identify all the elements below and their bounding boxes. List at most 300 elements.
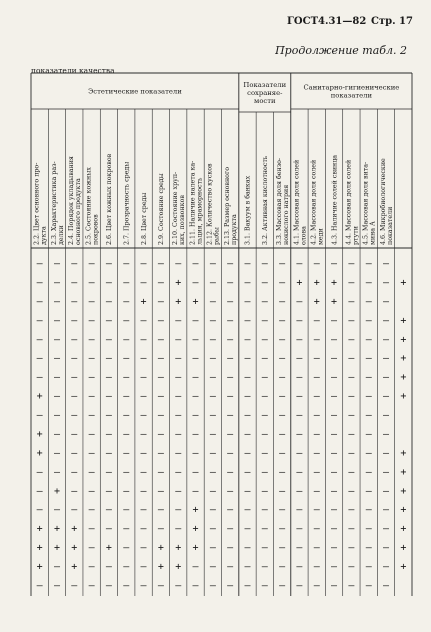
dash-mark: — <box>331 391 338 403</box>
dash-mark: — <box>227 447 234 459</box>
plus-mark: + <box>313 296 320 308</box>
column-header: 4.3. Наличие солей свинца <box>331 154 339 245</box>
dash-mark: — <box>192 466 199 478</box>
dash-mark: — <box>209 410 216 422</box>
dash-mark: — <box>36 410 43 422</box>
column-header: 2.8. Цвет среды <box>140 192 148 245</box>
dash-mark: — <box>140 447 147 459</box>
dash-mark: — <box>331 353 338 365</box>
column-header: 2.4. Порядок укладыванияосновного продукта <box>68 156 83 245</box>
dash-mark: — <box>209 485 216 497</box>
dash-mark: — <box>331 580 338 592</box>
dash-mark: — <box>296 580 303 592</box>
dash-mark: — <box>105 277 112 289</box>
dash-mark: — <box>348 334 355 346</box>
plus-mark: + <box>71 542 78 554</box>
plus-mark: + <box>400 315 407 327</box>
plus-mark: + <box>192 296 199 308</box>
dash-mark: — <box>71 428 78 440</box>
dash-mark: — <box>36 277 43 289</box>
dash-mark: — <box>348 315 355 327</box>
dash-mark: — <box>209 258 216 270</box>
dash-mark: — <box>53 334 60 346</box>
plus-mark: + <box>400 353 407 365</box>
dash-mark: — <box>192 372 199 384</box>
dash-mark: — <box>331 561 338 573</box>
standard-number: 4.31—82 <box>318 16 367 27</box>
plus-mark: + <box>192 523 199 535</box>
dash-mark: — <box>192 315 199 327</box>
dash-mark: — <box>175 372 182 384</box>
dash-mark: — <box>313 561 320 573</box>
dash-mark: — <box>365 372 372 384</box>
dash-mark: — <box>227 428 234 440</box>
dash-mark: — <box>313 315 320 327</box>
dash-mark: — <box>296 428 303 440</box>
dash-mark: — <box>192 334 199 346</box>
dash-mark: — <box>123 447 130 459</box>
dash-mark: — <box>296 296 303 308</box>
column-header: 2.12. Количество кусковрыбы <box>206 163 221 245</box>
dash-mark: — <box>140 353 147 365</box>
dash-mark: — <box>365 391 372 403</box>
dash-mark: — <box>53 580 60 592</box>
dash-mark: — <box>261 277 268 289</box>
dash-mark: — <box>140 504 147 516</box>
dash-mark: — <box>209 504 216 516</box>
dash-mark: — <box>313 447 320 459</box>
dash-mark: — <box>383 504 390 516</box>
dash-mark: — <box>244 447 251 459</box>
plus-mark: + <box>400 561 407 573</box>
dash-mark: — <box>365 466 372 478</box>
dash-mark: — <box>313 542 320 554</box>
dash-mark: — <box>88 315 95 327</box>
plus-mark: + <box>313 277 320 289</box>
dash-mark: — <box>88 391 95 403</box>
dash-mark: — <box>36 296 43 308</box>
dash-mark: — <box>296 504 303 516</box>
dash-mark: — <box>53 277 60 289</box>
column-header: 2.13. Размер основногопродукта <box>224 166 239 245</box>
dash-mark: — <box>365 334 372 346</box>
dash-mark: — <box>140 428 147 440</box>
dash-mark: — <box>71 391 78 403</box>
dash-mark: — <box>53 315 60 327</box>
dash-mark: — <box>313 580 320 592</box>
dash-mark: — <box>227 353 234 365</box>
dash-mark: — <box>123 410 130 422</box>
plus-mark: + <box>192 504 199 516</box>
plus-mark: + <box>36 523 43 535</box>
dash-mark: — <box>36 504 43 516</box>
dash-mark: — <box>123 466 130 478</box>
dash-mark: — <box>313 410 320 422</box>
dash-mark: — <box>244 504 251 516</box>
dash-mark: — <box>209 315 216 327</box>
dash-mark: — <box>175 428 182 440</box>
dash-mark: — <box>383 334 390 346</box>
dash-mark: — <box>383 523 390 535</box>
dash-mark: — <box>88 542 95 554</box>
dash-mark: — <box>123 334 130 346</box>
column-header: 4.1. Массовая доля солейолова <box>293 159 308 245</box>
dash-mark: — <box>383 542 390 554</box>
dash-mark: — <box>365 296 372 308</box>
dash-mark: — <box>192 353 199 365</box>
dash-mark: — <box>261 296 268 308</box>
dash-mark: — <box>71 334 78 346</box>
dash-mark: — <box>296 542 303 554</box>
dash-mark: — <box>279 428 286 440</box>
dash-mark: — <box>279 353 286 365</box>
dash-mark: — <box>192 410 199 422</box>
dash-mark: — <box>383 277 390 289</box>
dash-mark: — <box>331 315 338 327</box>
dash-mark: — <box>365 485 372 497</box>
dash-mark: — <box>88 410 95 422</box>
dash-mark: — <box>209 523 216 535</box>
dash-mark: — <box>383 258 390 270</box>
dash-mark: — <box>261 561 268 573</box>
dash-mark: — <box>105 466 112 478</box>
dash-mark: — <box>383 561 390 573</box>
plus-mark: + <box>36 542 43 554</box>
dash-mark: — <box>331 372 338 384</box>
dash-mark: — <box>296 334 303 346</box>
dash-mark: — <box>279 580 286 592</box>
dash-mark: — <box>383 296 390 308</box>
dash-mark: — <box>105 372 112 384</box>
dash-mark: — <box>123 277 130 289</box>
dash-mark: — <box>157 334 164 346</box>
plus-mark: + <box>105 542 112 554</box>
dash-mark: — <box>140 485 147 497</box>
dash-mark: — <box>244 277 251 289</box>
dash-mark: — <box>157 372 164 384</box>
dash-mark: — <box>157 580 164 592</box>
group-title: Санитарно-гигиенические показатели <box>303 83 400 100</box>
dash-mark: — <box>296 315 303 327</box>
dash-mark: — <box>261 428 268 440</box>
dash-mark: — <box>261 542 268 554</box>
dash-mark: — <box>244 372 251 384</box>
dash-mark: — <box>348 485 355 497</box>
dash-mark: — <box>105 504 112 516</box>
dash-mark: — <box>279 485 286 497</box>
dash-mark: — <box>157 258 164 270</box>
dash-mark: — <box>261 523 268 535</box>
dash-mark: — <box>157 504 164 516</box>
plus-mark: + <box>36 561 43 573</box>
plus-mark: + <box>71 523 78 535</box>
dash-mark: — <box>348 410 355 422</box>
dash-mark: — <box>105 353 112 365</box>
dash-mark: — <box>36 315 43 327</box>
dash-mark: — <box>157 523 164 535</box>
plus-mark: + <box>175 296 182 308</box>
dash-mark: — <box>175 447 182 459</box>
column-header: 2.6. Цвет кожных покровов <box>106 153 114 245</box>
dash-mark: — <box>279 523 286 535</box>
dash-mark: — <box>227 334 234 346</box>
plus-mark: + <box>400 466 407 478</box>
dash-mark: — <box>348 391 355 403</box>
dash-mark: — <box>227 466 234 478</box>
dash-mark: — <box>313 391 320 403</box>
dash-mark: — <box>71 580 78 592</box>
dash-mark: — <box>227 580 234 592</box>
dash-mark: — <box>123 523 130 535</box>
dash-mark: — <box>331 428 338 440</box>
dash-mark: — <box>227 485 234 497</box>
dash-mark: — <box>227 372 234 384</box>
dash-mark: — <box>123 372 130 384</box>
dash-mark: — <box>175 315 182 327</box>
dash-mark: — <box>71 466 78 478</box>
dash-mark: — <box>71 447 78 459</box>
dash-mark: — <box>365 258 372 270</box>
dash-mark: — <box>383 580 390 592</box>
plus-mark: + <box>175 542 182 554</box>
dash-mark: — <box>175 410 182 422</box>
dash-mark: — <box>123 296 130 308</box>
dash-mark: — <box>140 258 147 270</box>
dash-mark: — <box>140 277 147 289</box>
dash-mark: — <box>313 428 320 440</box>
dash-mark: — <box>123 315 130 327</box>
dash-mark: — <box>365 504 372 516</box>
dash-mark: — <box>105 523 112 535</box>
dash-mark: — <box>296 410 303 422</box>
column-header: 2.2. Цвет основного про-дукта <box>33 162 48 245</box>
dash-mark: — <box>348 542 355 554</box>
dash-mark: — <box>140 410 147 422</box>
dash-mark: — <box>348 258 355 270</box>
dash-mark: — <box>348 372 355 384</box>
plus-mark: + <box>53 542 60 554</box>
dash-mark: — <box>140 466 147 478</box>
dash-mark: — <box>157 428 164 440</box>
dash-mark: — <box>53 504 60 516</box>
dash-mark: — <box>313 334 320 346</box>
dash-mark: — <box>71 353 78 365</box>
dash-mark: — <box>105 485 112 497</box>
plus-mark: + <box>36 428 43 440</box>
dash-mark: — <box>313 523 320 535</box>
dash-mark: — <box>88 485 95 497</box>
plus-mark: + <box>192 542 199 554</box>
dash-mark: — <box>313 353 320 365</box>
dash-mark: — <box>36 372 43 384</box>
dash-mark: — <box>71 504 78 516</box>
dash-mark: — <box>261 258 268 270</box>
dash-mark: — <box>105 315 112 327</box>
dash-mark: — <box>53 466 60 478</box>
dash-mark: — <box>296 485 303 497</box>
dash-mark: — <box>244 315 251 327</box>
dash-mark: — <box>279 561 286 573</box>
dash-mark: — <box>244 542 251 554</box>
dash-mark: — <box>348 523 355 535</box>
dash-mark: — <box>105 334 112 346</box>
dash-mark: — <box>88 447 95 459</box>
dash-mark: — <box>365 561 372 573</box>
dash-mark: — <box>261 410 268 422</box>
dash-mark: — <box>296 466 303 478</box>
column-header: 4.2. Массовая доля солеймеди <box>310 159 325 245</box>
dash-mark: — <box>348 277 355 289</box>
dash-mark: — <box>313 466 320 478</box>
dash-mark: — <box>71 296 78 308</box>
dash-mark: — <box>209 428 216 440</box>
dash-mark: — <box>53 561 60 573</box>
dash-mark: — <box>175 504 182 516</box>
dash-mark: — <box>53 353 60 365</box>
dash-mark: — <box>244 410 251 422</box>
dash-mark: — <box>383 353 390 365</box>
dash-mark: — <box>244 258 251 270</box>
column-header: 4.6. Микробиологическиепоказатели <box>379 158 394 245</box>
plus-mark: + <box>140 296 147 308</box>
dash-mark: — <box>227 410 234 422</box>
dash-mark: — <box>175 353 182 365</box>
dash-mark: — <box>105 296 112 308</box>
plus-mark: + <box>175 277 182 289</box>
dash-mark: — <box>365 353 372 365</box>
dash-mark: — <box>192 580 199 592</box>
dash-mark: — <box>261 466 268 478</box>
dash-mark: — <box>296 372 303 384</box>
dash-mark: — <box>365 277 372 289</box>
dash-mark: — <box>227 277 234 289</box>
dash-mark: — <box>53 258 60 270</box>
dash-mark: — <box>157 277 164 289</box>
dash-mark: — <box>209 334 216 346</box>
dash-mark: — <box>209 561 216 573</box>
dash-mark: — <box>209 580 216 592</box>
dash-mark: — <box>244 391 251 403</box>
plus-mark: + <box>331 296 338 308</box>
dash-mark: — <box>331 258 338 270</box>
dash-mark: — <box>313 504 320 516</box>
dash-mark: — <box>36 580 43 592</box>
dash-mark: — <box>88 353 95 365</box>
page-number: 17 <box>399 16 413 27</box>
dash-mark: — <box>157 391 164 403</box>
plus-mark: + <box>400 277 407 289</box>
dash-mark: — <box>313 485 320 497</box>
dash-mark: — <box>348 504 355 516</box>
column-header: 3.2. Активная кислотность <box>261 155 269 245</box>
dash-mark: — <box>71 485 78 497</box>
dash-mark: — <box>105 410 112 422</box>
dash-mark: — <box>279 447 286 459</box>
dash-mark: — <box>227 315 234 327</box>
dash-mark: — <box>105 391 112 403</box>
dash-mark: — <box>53 428 60 440</box>
dash-mark: — <box>261 447 268 459</box>
dash-mark: — <box>192 428 199 440</box>
dash-mark: — <box>157 485 164 497</box>
dash-mark: — <box>348 353 355 365</box>
dash-mark: — <box>296 523 303 535</box>
dash-mark: — <box>123 542 130 554</box>
table-continuation-title: Продолжение табл. 2 <box>275 44 407 57</box>
dash-mark: — <box>383 391 390 403</box>
dash-mark: — <box>36 485 43 497</box>
dash-mark: — <box>383 447 390 459</box>
dash-mark: — <box>175 580 182 592</box>
dash-mark: — <box>140 391 147 403</box>
dash-mark: — <box>348 447 355 459</box>
dash-mark: — <box>105 447 112 459</box>
dash-mark: — <box>244 466 251 478</box>
dash-mark: — <box>105 580 112 592</box>
dash-mark: — <box>209 277 216 289</box>
dash-mark: — <box>261 372 268 384</box>
dash-mark: — <box>365 428 372 440</box>
page-label: Стр. <box>371 16 396 27</box>
column-header: 4.5. Массовая доля вита-мина А <box>362 161 377 245</box>
dash-mark: — <box>88 466 95 478</box>
dash-mark: — <box>123 353 130 365</box>
plus-mark: + <box>53 523 60 535</box>
dash-mark: — <box>279 410 286 422</box>
dash-mark: — <box>227 391 234 403</box>
dash-mark: — <box>296 258 303 270</box>
plus-mark: + <box>400 485 407 497</box>
dash-mark: — <box>331 447 338 459</box>
dash-mark: — <box>279 391 286 403</box>
dash-mark: — <box>227 504 234 516</box>
dash-mark: — <box>53 372 60 384</box>
dash-mark: — <box>296 561 303 573</box>
dash-mark: — <box>140 372 147 384</box>
dash-mark: — <box>279 296 286 308</box>
dash-mark: — <box>157 410 164 422</box>
dash-mark: — <box>383 428 390 440</box>
dash-mark: — <box>261 391 268 403</box>
dash-mark: — <box>105 561 112 573</box>
dash-mark: — <box>123 504 130 516</box>
dash-mark: — <box>227 296 234 308</box>
dash-mark: — <box>348 428 355 440</box>
plus-mark: + <box>71 561 78 573</box>
dash-mark: — <box>192 277 199 289</box>
gost-label: ГОСТ <box>287 16 319 27</box>
dash-mark: — <box>279 372 286 384</box>
column-header: 2.11. Наличие налета ка-льция, мраморность <box>189 160 204 245</box>
dash-mark: — <box>88 428 95 440</box>
dash-mark: — <box>192 447 199 459</box>
dash-mark: — <box>244 353 251 365</box>
dash-mark: — <box>331 410 338 422</box>
dash-mark: — <box>279 277 286 289</box>
dash-mark: — <box>140 561 147 573</box>
dash-mark: — <box>175 391 182 403</box>
dash-mark: — <box>348 580 355 592</box>
dash-mark: — <box>123 485 130 497</box>
dash-mark: — <box>53 296 60 308</box>
dash-mark: — <box>36 353 43 365</box>
group-title: Эстетические показатели <box>88 87 182 96</box>
dash-mark: — <box>157 466 164 478</box>
dash-mark: — <box>140 523 147 535</box>
plus-mark: + <box>53 485 60 497</box>
dash-mark: — <box>244 561 251 573</box>
dash-mark: — <box>261 353 268 365</box>
